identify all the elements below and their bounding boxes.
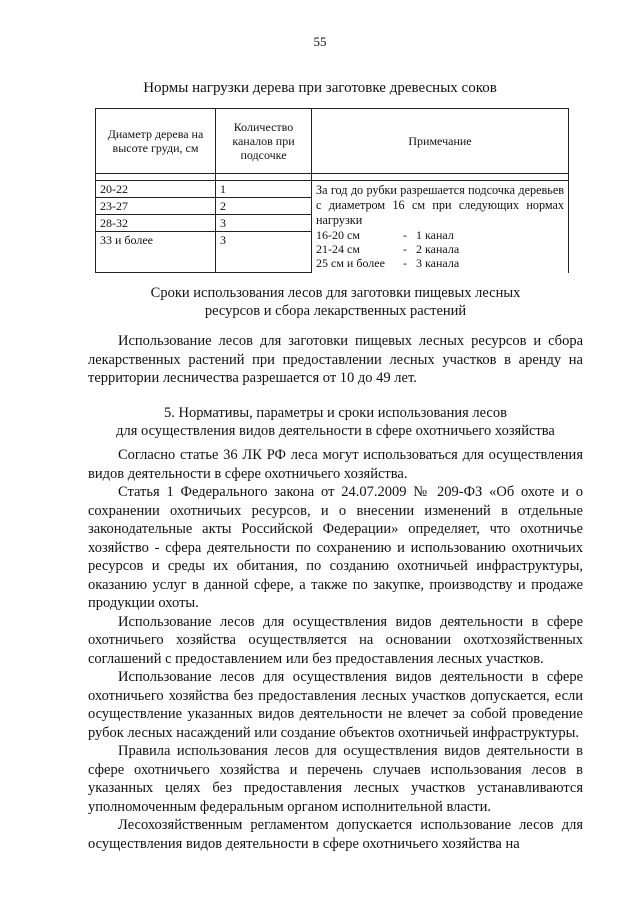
table-row <box>96 181 569 198</box>
note-line <box>316 242 564 256</box>
section-title-line: ресурсов и сбора лекарственных растений <box>204 303 467 319</box>
note-line <box>316 228 564 242</box>
note-value: 1 канал <box>416 228 454 242</box>
section-title-hunting <box>88 404 583 440</box>
note-cell <box>312 181 569 273</box>
paragraph: Использование лесов для осуществления видов деятельности в сфере охотничьего хозяйства осуществляется на основании охотхозяйственных соглашений с предоставлением или без предоставления лесных участков. <box>88 613 583 667</box>
note-value: 3 канала <box>416 256 460 270</box>
note-dash: - <box>403 242 407 256</box>
channels-cell: 3 <box>216 215 312 232</box>
note-line <box>316 256 564 270</box>
body-text <box>88 446 583 853</box>
section-title-food-resources <box>88 284 583 320</box>
header-channels: Количество каналов при подсочке <box>216 109 312 174</box>
note-range: 16-20 см <box>316 228 360 242</box>
paragraph: Использование лесов для осуществления видов деятельности в сфере охотничьего хозяйства без предоставления лесных участков допускается, если осуществление указанных видов деятельности не влечет за собой проведение рубок лесных насаждений или создание объектов охотничьей инфраструктуры. <box>88 669 583 741</box>
channels-cell: 2 <box>216 198 312 215</box>
note-text: За год до рубки разрешается подсочка деревьев с диаметром 16 см при следующих нормах нагрузки <box>316 183 564 227</box>
paragraph: Использование лесов для заготовки пищевых лесных ресурсов и сбора лекарственных растений при предоставлении лесных участков в аренду на территории лесничества разрешается от 10 до 49 лет. <box>88 333 583 386</box>
diameter-cell: 23-27 <box>96 198 216 215</box>
channels-cell: 1 <box>216 181 312 198</box>
paragraph: Статья 1 Федерального закона от 24.07.2009 № 209-ФЗ «Об охоте и о сохранении охотничьих ресурсов, и о внесении изменений в отдельные законодательные акты Российской Федерации» определяет, что охотничье хозяйство - сфера деятельности по сохранению и использованию охотничьих ресурсов и среды их обитания, по созданию охотничьей инфраструктуры, оказанию услуг в данной сфере, а также по закупке, производству и продаже продукции охоты. <box>88 484 583 611</box>
norms-table <box>95 108 569 273</box>
header-diameter: Диаметр дерева на высоте груди, см <box>96 109 216 174</box>
note-value: 2 канала <box>416 242 460 256</box>
note-range: 21-24 см <box>316 242 360 256</box>
diameter-cell: 28-32 <box>96 215 216 232</box>
header-note: Примечание <box>312 109 569 174</box>
section-title-line: для осуществления видов деятельности в сфере охотничьего хозяйства <box>116 423 555 439</box>
paragraph: Согласно статье 36 ЛК РФ леса могут использоваться для осуществления видов деятельности в сфере охотничьего хозяйства. <box>88 447 583 482</box>
section-title-line: Сроки использования лесов для заготовки пищевых лесных <box>150 285 521 301</box>
note-dash: - <box>403 256 407 270</box>
paragraph: Правила использования лесов для осуществления видов деятельности в сфере охотничьего хозяйства и перечень случаев использования лесов в указанных целях без предоставления лесных участков устанавливаются уполномоченным федеральным органом исполнительной власти. <box>88 743 583 815</box>
channels-cell: 3 <box>216 232 312 273</box>
note-range: 25 см и более <box>316 256 385 270</box>
paragraph-lease-terms <box>88 332 583 388</box>
diameter-cell: 33 и более <box>96 232 216 273</box>
diameter-cell: 20-22 <box>96 181 216 198</box>
page-number: 55 <box>313 34 327 49</box>
paragraph: Лесохозяйственным регламентом допускается использование лесов для осуществления видов деятельности в сфере охотничьего хозяйства на <box>88 817 583 852</box>
table-title: Нормы нагрузки дерева при заготовке древесных соков <box>143 80 497 96</box>
section-title-line: 5. Нормативы, параметры и сроки использования лесов <box>164 405 507 421</box>
note-dash: - <box>403 228 407 242</box>
